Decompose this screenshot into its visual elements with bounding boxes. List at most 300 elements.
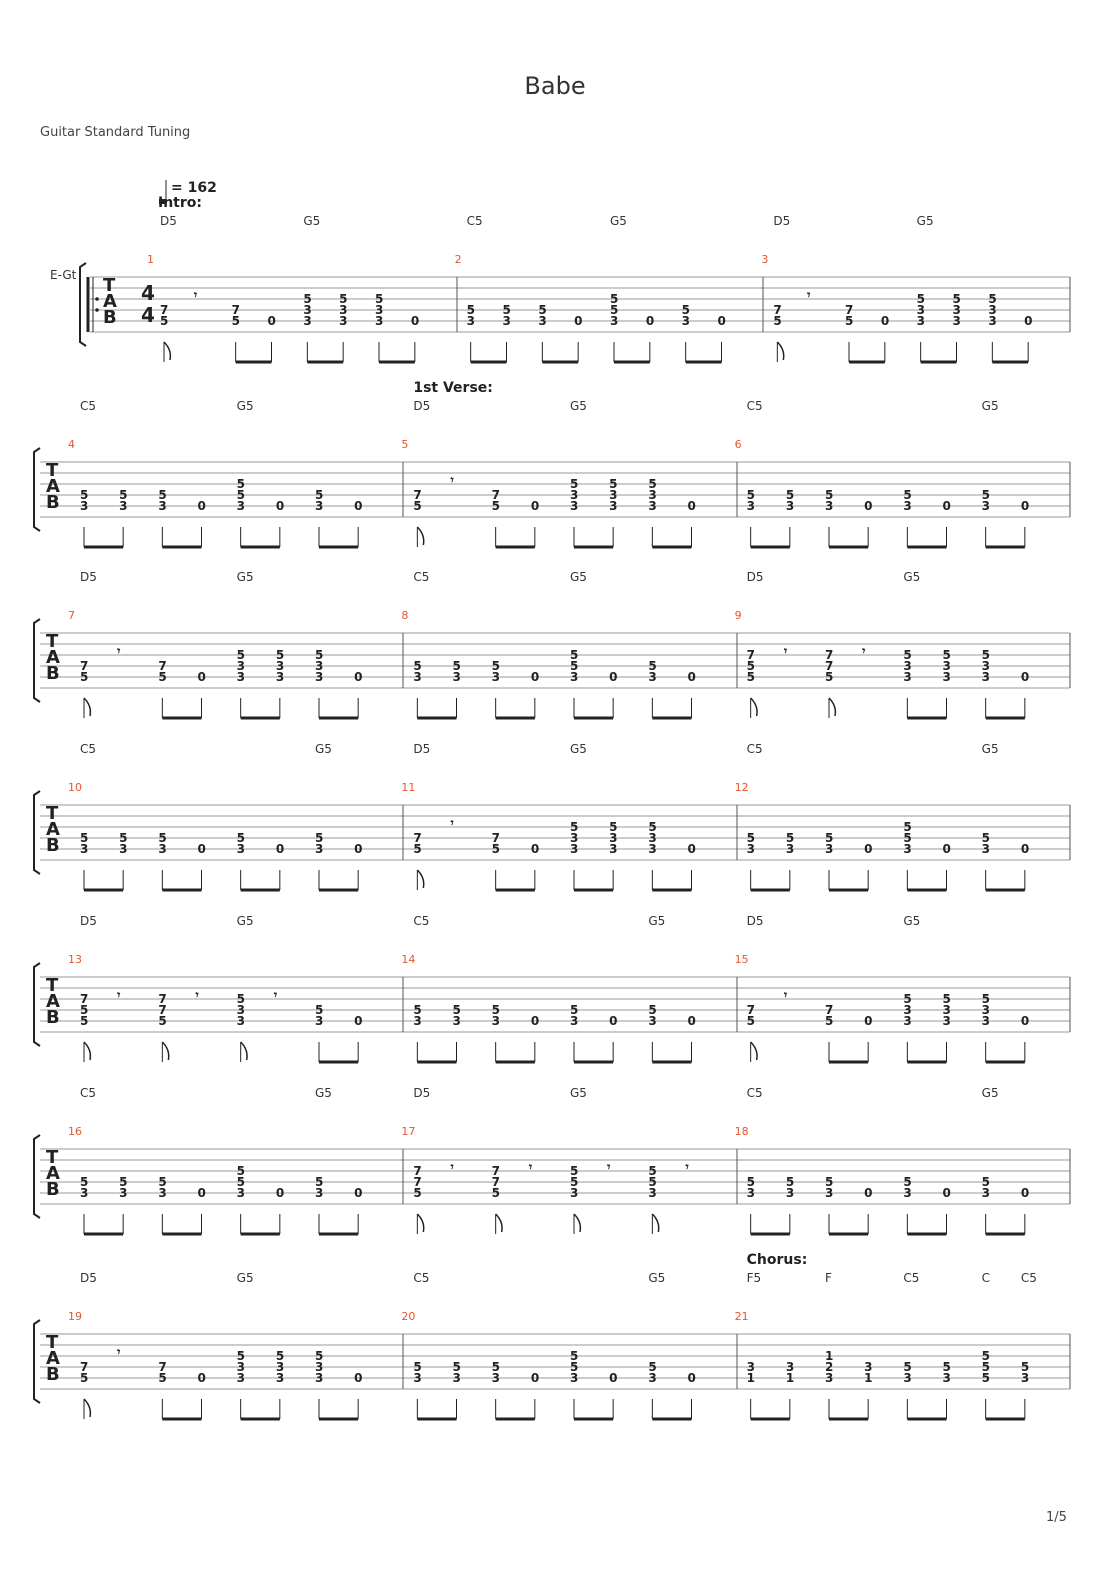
fret-number: 3 (413, 670, 422, 684)
fret-number: 5 (158, 670, 167, 684)
chord-name: C5 (413, 914, 430, 928)
tab-clef-letter: T (46, 1332, 59, 1353)
fret-number: 5 (981, 1360, 991, 1374)
chord-name: D5 (413, 742, 431, 756)
fret-number: 7 (413, 1175, 422, 1189)
fret-number: 5 (903, 648, 912, 662)
fret-number: 5 (981, 831, 991, 845)
fret-number: 3 (315, 1371, 324, 1385)
fret-number: 3 (903, 1371, 912, 1385)
note-flag (417, 527, 423, 545)
eighth-rest: 𝄾 (450, 816, 454, 830)
tuning-label: Guitar Standard Tuning (40, 125, 191, 140)
measure-number: 8 (401, 609, 409, 622)
fret-number: 5 (452, 1360, 461, 1374)
fret-number: 5 (231, 314, 241, 328)
note-flag (417, 870, 423, 888)
fret-number: 3 (981, 670, 991, 684)
fret-number: 5 (610, 292, 619, 306)
fret-number: 5 (825, 488, 834, 502)
chord-name: C5 (466, 214, 483, 228)
measure-number: 11 (401, 781, 416, 794)
fret-number: 0 (942, 1186, 951, 1200)
eighth-rest: 𝄾 (783, 988, 788, 1002)
fret-number: 5 (648, 820, 657, 834)
fret-number: 3 (315, 842, 324, 856)
fret-number: 5 (236, 488, 246, 502)
fret-number: 5 (746, 659, 756, 673)
fret-number: 3 (236, 670, 246, 684)
chord-name: C5 (746, 1086, 763, 1100)
fret-number: 0 (609, 1014, 618, 1028)
fret-number: 5 (648, 1164, 657, 1178)
fret-number: 5 (825, 1175, 834, 1189)
chord-name: G5 (315, 1086, 332, 1100)
chord-name: G5 (903, 570, 921, 584)
chord-name: G5 (610, 214, 627, 228)
fret-number: 5 (648, 1175, 657, 1189)
chord-name: G5 (570, 399, 587, 413)
fret-number: 5 (315, 648, 324, 662)
fret-number: 5 (275, 1349, 285, 1363)
fret-number: 7 (158, 659, 167, 673)
chord-name: G5 (648, 1271, 666, 1285)
fret-number: 0 (609, 1371, 618, 1385)
fret-number: 5 (158, 1371, 167, 1385)
eighth-rest: 𝄾 (117, 644, 121, 658)
fret-number: 5 (570, 477, 579, 491)
note-flag (164, 342, 170, 360)
fret-number: 3 (119, 842, 128, 856)
fret-number: 5 (746, 1014, 756, 1028)
fret-number: 5 (648, 1003, 657, 1017)
measure-number: 3 (761, 253, 769, 266)
fret-number: 3 (746, 1360, 756, 1374)
fret-number: 5 (160, 314, 169, 328)
eighth-rest: 𝄾 (273, 988, 278, 1002)
fret-number: 3 (236, 499, 246, 513)
fret-number: 5 (491, 1003, 501, 1017)
fret-number: 3 (275, 1360, 285, 1374)
fret-number: 3 (988, 303, 997, 317)
note-flag (84, 1399, 90, 1417)
chord-name: G5 (981, 399, 999, 413)
fret-number: 3 (303, 303, 312, 317)
fret-number: 3 (339, 314, 348, 328)
fret-number: 3 (942, 659, 951, 673)
fret-number: 5 (916, 292, 926, 306)
measure-number: 16 (68, 1125, 82, 1138)
fret-number: 3 (236, 1371, 246, 1385)
fret-number: 0 (354, 1186, 363, 1200)
fret-number: 3 (315, 499, 324, 513)
fret-number: 5 (80, 488, 89, 502)
fret-number: 3 (158, 499, 167, 513)
fret-number: 3 (570, 488, 579, 502)
fret-number: 5 (158, 488, 167, 502)
fret-number: 7 (413, 488, 422, 502)
fret-number: 5 (570, 820, 579, 834)
fret-number: 1 (825, 1349, 834, 1363)
fret-number: 0 (574, 314, 583, 328)
fret-number: 7 (825, 648, 834, 662)
tab-clef-letter: T (46, 803, 59, 824)
fret-number: 0 (717, 314, 726, 328)
fret-number: 3 (785, 1186, 795, 1200)
fret-number: 3 (413, 1371, 422, 1385)
fret-number: 3 (609, 842, 618, 856)
fret-number: 7 (491, 831, 501, 845)
fret-number: 3 (236, 1003, 246, 1017)
fret-number: 5 (315, 488, 324, 502)
fret-number: 0 (687, 499, 696, 513)
fret-number: 3 (746, 1186, 756, 1200)
fret-number: 7 (158, 1360, 167, 1374)
fret-number: 5 (981, 1349, 991, 1363)
fret-number: 3 (375, 303, 384, 317)
chord-name: G5 (236, 1271, 254, 1285)
chord-name: C (981, 1271, 991, 1285)
fret-number: 3 (825, 842, 834, 856)
chord-name: D5 (413, 1086, 431, 1100)
tab-clef-letter: T (46, 1147, 59, 1168)
fret-number: 0 (530, 1371, 540, 1385)
note-flag (84, 698, 90, 716)
fret-number: 5 (648, 477, 657, 491)
tab-clef-letter: T (46, 631, 59, 652)
note-flag (751, 698, 757, 716)
fret-number: 5 (785, 831, 795, 845)
fret-number: 5 (413, 1003, 422, 1017)
fret-number: 7 (825, 659, 834, 673)
fret-number: 3 (903, 659, 912, 673)
fret-number: 3 (825, 1371, 834, 1385)
fret-number: 5 (236, 1349, 246, 1363)
tab-clef-letter: B (46, 1007, 60, 1028)
fret-number: 3 (236, 1014, 246, 1028)
fret-number: 5 (1020, 1360, 1030, 1374)
fret-number: 0 (942, 499, 951, 513)
fret-number: 3 (119, 499, 128, 513)
fret-number: 0 (864, 842, 873, 856)
fret-number: 7 (491, 1164, 501, 1178)
song-title: Babe (524, 72, 586, 100)
fret-number: 5 (981, 1175, 991, 1189)
time-signature-bottom: 4 (141, 303, 155, 327)
section-label: Intro: (158, 195, 202, 211)
fret-number: 5 (413, 842, 422, 856)
page-number: 1/5 (1046, 1510, 1067, 1525)
chord-name: C5 (746, 399, 763, 413)
fret-number: 3 (303, 314, 312, 328)
fret-number: 5 (413, 1186, 422, 1200)
fret-number: 3 (452, 670, 461, 684)
fret-number: 0 (864, 499, 873, 513)
fret-number: 5 (303, 292, 312, 306)
section-label: Chorus: (746, 1252, 808, 1268)
fret-number: 3 (315, 1014, 324, 1028)
chord-name: G5 (236, 399, 254, 413)
tab-clef-letter: T (46, 460, 59, 481)
chord-name: C5 (746, 742, 763, 756)
fret-number: 7 (746, 1003, 756, 1017)
fret-number: 3 (681, 314, 691, 328)
fret-number: 5 (491, 1186, 501, 1200)
fret-number: 5 (610, 303, 619, 317)
fret-number: 0 (880, 314, 890, 328)
section-label: 1st Verse: (413, 380, 493, 396)
fret-number: 5 (648, 659, 657, 673)
fret-number: 3 (648, 842, 657, 856)
tab-clef-letter: T (46, 975, 59, 996)
fret-number: 5 (746, 831, 756, 845)
eighth-rest: 𝄾 (783, 644, 788, 658)
fret-number: 5 (413, 499, 422, 513)
measure-number: 20 (401, 1310, 416, 1323)
tab-clef-letter: A (46, 1348, 60, 1369)
chord-name: D5 (746, 570, 764, 584)
fret-number: 5 (80, 1014, 89, 1028)
fret-number: 5 (903, 992, 912, 1006)
fret-number: 5 (570, 1175, 579, 1189)
note-flag (829, 698, 835, 716)
fret-number: 5 (681, 303, 691, 317)
fret-number: 0 (687, 842, 696, 856)
fret-number: 0 (1024, 314, 1033, 328)
fret-number: 5 (80, 831, 89, 845)
chord-name: D5 (80, 570, 97, 584)
fret-number: 3 (236, 1186, 246, 1200)
fret-number: 2 (825, 1360, 834, 1374)
fret-number: 3 (538, 314, 547, 328)
chord-name: G5 (648, 914, 666, 928)
note-flag (162, 1042, 168, 1060)
fret-number: 5 (570, 1360, 579, 1374)
fret-number: 3 (648, 1371, 657, 1385)
fret-number: 5 (466, 303, 476, 317)
fret-number: 5 (785, 1175, 795, 1189)
chord-name: F (825, 1271, 832, 1285)
fret-number: 3 (570, 1186, 579, 1200)
fret-number: 7 (231, 303, 241, 317)
repeat-dot (95, 308, 99, 312)
fret-number: 0 (530, 670, 540, 684)
measure-number: 1 (147, 253, 154, 266)
fret-number: 0 (275, 1186, 285, 1200)
fret-number: 7 (746, 648, 756, 662)
fret-number: 3 (315, 1186, 324, 1200)
fret-number: 5 (119, 1175, 128, 1189)
fret-number: 7 (773, 303, 782, 317)
measure-number: 12 (734, 781, 749, 794)
fret-number: 5 (375, 292, 384, 306)
fret-number: 3 (491, 670, 501, 684)
tab-clef-letter: A (46, 819, 60, 840)
chord-name: C5 (903, 1271, 920, 1285)
fret-number: 3 (746, 499, 756, 513)
fret-number: 0 (197, 842, 206, 856)
fret-number: 3 (903, 1186, 912, 1200)
fret-number: 3 (981, 1003, 991, 1017)
chord-name: G5 (303, 214, 321, 228)
fret-number: 3 (952, 314, 961, 328)
measure-number: 15 (734, 953, 749, 966)
fret-number: 5 (236, 1164, 246, 1178)
fret-number: 3 (502, 314, 511, 328)
fret-number: 5 (491, 842, 501, 856)
fret-number: 3 (491, 1014, 501, 1028)
fret-number: 0 (645, 314, 655, 328)
fret-number: 3 (981, 1186, 991, 1200)
fret-number: 5 (903, 1360, 912, 1374)
chord-name: G5 (916, 214, 934, 228)
fret-number: 3 (981, 1014, 991, 1028)
fret-number: 3 (648, 1186, 657, 1200)
fret-number: 5 (315, 1349, 324, 1363)
chord-name: C5 (80, 1086, 97, 1100)
fret-number: 0 (354, 1371, 363, 1385)
fret-number: 5 (988, 292, 997, 306)
fret-number: 3 (648, 670, 657, 684)
fret-number: 0 (1020, 1186, 1030, 1200)
chord-name: C5 (80, 399, 97, 413)
fret-number: 5 (981, 488, 991, 502)
chord-name: G5 (981, 1086, 999, 1100)
fret-number: 3 (275, 1371, 285, 1385)
fret-number: 5 (413, 659, 422, 673)
fret-number: 3 (413, 1014, 422, 1028)
fret-number: 0 (687, 1371, 696, 1385)
chord-name: D5 (160, 214, 177, 228)
measure-number: 9 (734, 609, 742, 622)
fret-number: 0 (1020, 842, 1030, 856)
fret-number: 7 (845, 303, 854, 317)
fret-number: 3 (864, 1360, 873, 1374)
chord-name: G5 (981, 742, 999, 756)
fret-number: 0 (354, 842, 363, 856)
fret-number: 5 (570, 1349, 579, 1363)
fret-number: 5 (570, 1003, 579, 1017)
fret-number: 5 (609, 477, 618, 491)
fret-number: 3 (648, 488, 657, 502)
fret-number: 5 (236, 831, 246, 845)
tab-clef-letter: A (46, 647, 60, 668)
fret-number: 5 (80, 670, 89, 684)
fret-number: 5 (942, 992, 951, 1006)
note-flag (574, 1214, 580, 1232)
chord-name: F5 (746, 1271, 762, 1285)
fret-number: 3 (988, 314, 997, 328)
fret-number: 3 (785, 1360, 795, 1374)
fret-number: 5 (981, 648, 991, 662)
fret-number: 3 (942, 1014, 951, 1028)
fret-number: 3 (903, 842, 912, 856)
fret-number: 0 (354, 499, 363, 513)
tab-clef-letter: A (46, 1163, 60, 1184)
system-bracket (34, 448, 40, 531)
fret-number: 5 (413, 1360, 422, 1374)
fret-number: 0 (267, 314, 276, 328)
fret-number: 3 (315, 659, 324, 673)
fret-number: 3 (1020, 1371, 1030, 1385)
fret-number: 5 (315, 1003, 324, 1017)
fret-number: 3 (785, 499, 795, 513)
fret-number: 5 (746, 1175, 756, 1189)
fret-number: 0 (197, 1186, 206, 1200)
tab-clef-letter: B (46, 492, 60, 513)
system-bracket (80, 263, 86, 346)
note-flag (751, 1042, 757, 1060)
fret-number: 3 (648, 1014, 657, 1028)
fret-number: 5 (570, 648, 579, 662)
fret-number: 0 (410, 314, 420, 328)
tab-clef-letter: A (46, 991, 60, 1012)
fret-number: 7 (491, 488, 501, 502)
fret-number: 7 (80, 1360, 89, 1374)
chord-name: D5 (80, 914, 97, 928)
eighth-rest: 𝄾 (807, 288, 811, 302)
fret-number: 3 (942, 1003, 951, 1017)
chord-name: G5 (236, 914, 254, 928)
fret-number: 0 (1020, 670, 1030, 684)
fret-number: 5 (236, 1175, 246, 1189)
fret-number: 5 (570, 659, 579, 673)
fret-number: 5 (825, 831, 834, 845)
chord-name: G5 (315, 742, 332, 756)
note-flag (777, 342, 783, 360)
chord-name: C5 (413, 1271, 430, 1285)
fret-number: 5 (903, 488, 912, 502)
fret-number: 3 (158, 1186, 167, 1200)
fret-number: 3 (275, 670, 285, 684)
fret-number: 5 (158, 1175, 167, 1189)
fret-number: 5 (538, 303, 547, 317)
tab-clef-letter: A (103, 291, 117, 312)
fret-number: 5 (491, 499, 501, 513)
fret-number: 5 (236, 648, 246, 662)
fret-number: 3 (570, 842, 579, 856)
fret-number: 0 (609, 670, 618, 684)
fret-number: 0 (354, 1014, 363, 1028)
fret-number: 0 (197, 670, 206, 684)
fret-number: 3 (315, 670, 324, 684)
chord-name: G5 (236, 570, 254, 584)
chord-name: D5 (80, 1271, 97, 1285)
fret-number: 0 (530, 1014, 540, 1028)
fret-number: 5 (746, 670, 756, 684)
fret-number: 3 (981, 499, 991, 513)
fret-number: 3 (236, 842, 246, 856)
tab-clef-letter: B (46, 1179, 60, 1200)
fret-number: 3 (609, 831, 618, 845)
fret-number: 0 (942, 842, 951, 856)
fret-number: 5 (502, 303, 511, 317)
fret-number: 5 (491, 659, 501, 673)
fret-number: 3 (236, 1360, 246, 1374)
fret-number: 5 (785, 488, 795, 502)
fret-number: 7 (160, 303, 169, 317)
fret-number: 1 (864, 1371, 873, 1385)
fret-number: 5 (570, 1164, 579, 1178)
fret-number: 5 (275, 648, 285, 662)
fret-number: 7 (80, 992, 89, 1006)
fret-number: 5 (339, 292, 348, 306)
tab-clef-letter: B (46, 1364, 60, 1385)
measure-number: 10 (68, 781, 82, 794)
fret-number: 3 (339, 303, 348, 317)
fret-number: 7 (158, 1003, 167, 1017)
fret-number: 3 (236, 659, 246, 673)
